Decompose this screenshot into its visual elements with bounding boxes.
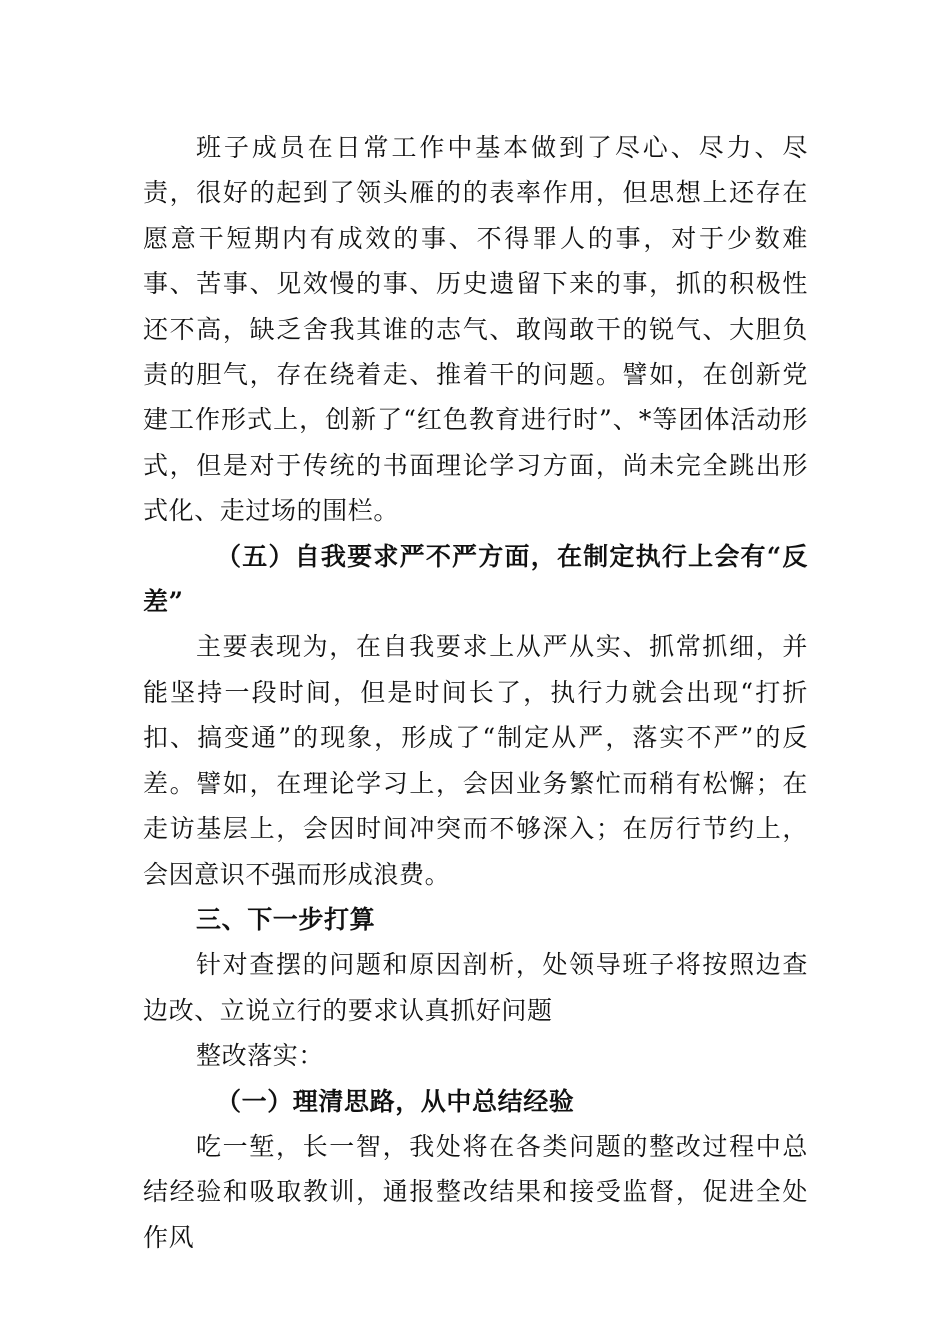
body-paragraph-execution-gap: 主要表现为，在自我要求上从严从实、抓常抓细，并能坚持一段时间，但是时间长了，执行力就会出现“打折扣、搞变通”的现象，形成了“制定从严，落实不严”的反差。譬如，在理论学习上，会因业务繁忙而稍有松懈；在走访基层上，会因时间冲突而不够深入；在厉行节约上，会因意识不强而形成浪费。	[143, 632, 808, 889]
document-page	[143, 125, 808, 1260]
subheading-clarify-thinking: （一）理清思路，从中总结经验	[216, 1086, 575, 1116]
body-paragraph-lessons-learned: 吃一堑，长一智，我处将在各类问题的整改过程中总结经验和吸取教训，通报整改结果和接受监督，促进全处作风	[143, 1131, 808, 1252]
section-heading-next-steps: 三、下一步打算	[196, 904, 376, 934]
body-paragraph-leadership-attitude: 班子成员在日常工作中基本做到了尽心、尽力、尽责，很好的起到了领头雁的的表率作用，但思想上还存在愿意干短期内有成效的事、不得罪人的事，对于少数难事、苦事、见效慢的事、历史遗留下来的事，抓的积极性还不高，缺乏舍我其谁的志气、敢闯敢干的锐气、大胆负责的胆气，存在绕着走、推着干的问题。譬如，在创新党建工作形式上，创新了“红色教育进行时”、*等团体活动形式，但是对于传统的书面理论学习方面，尚未完全跳出形式化、走过场的围栏。	[143, 133, 808, 526]
subheading-self-discipline: （五）自我要求严不严方面，在制定执行上会有“反差”	[143, 541, 808, 617]
body-paragraph-rectification-continued: 整改落实：	[196, 1041, 325, 1071]
body-paragraph-rectification-plan: 针对查摆的问题和原因剖析，处领导班子将按照边查边改、立说立行的要求认真抓好问题	[143, 950, 808, 1025]
